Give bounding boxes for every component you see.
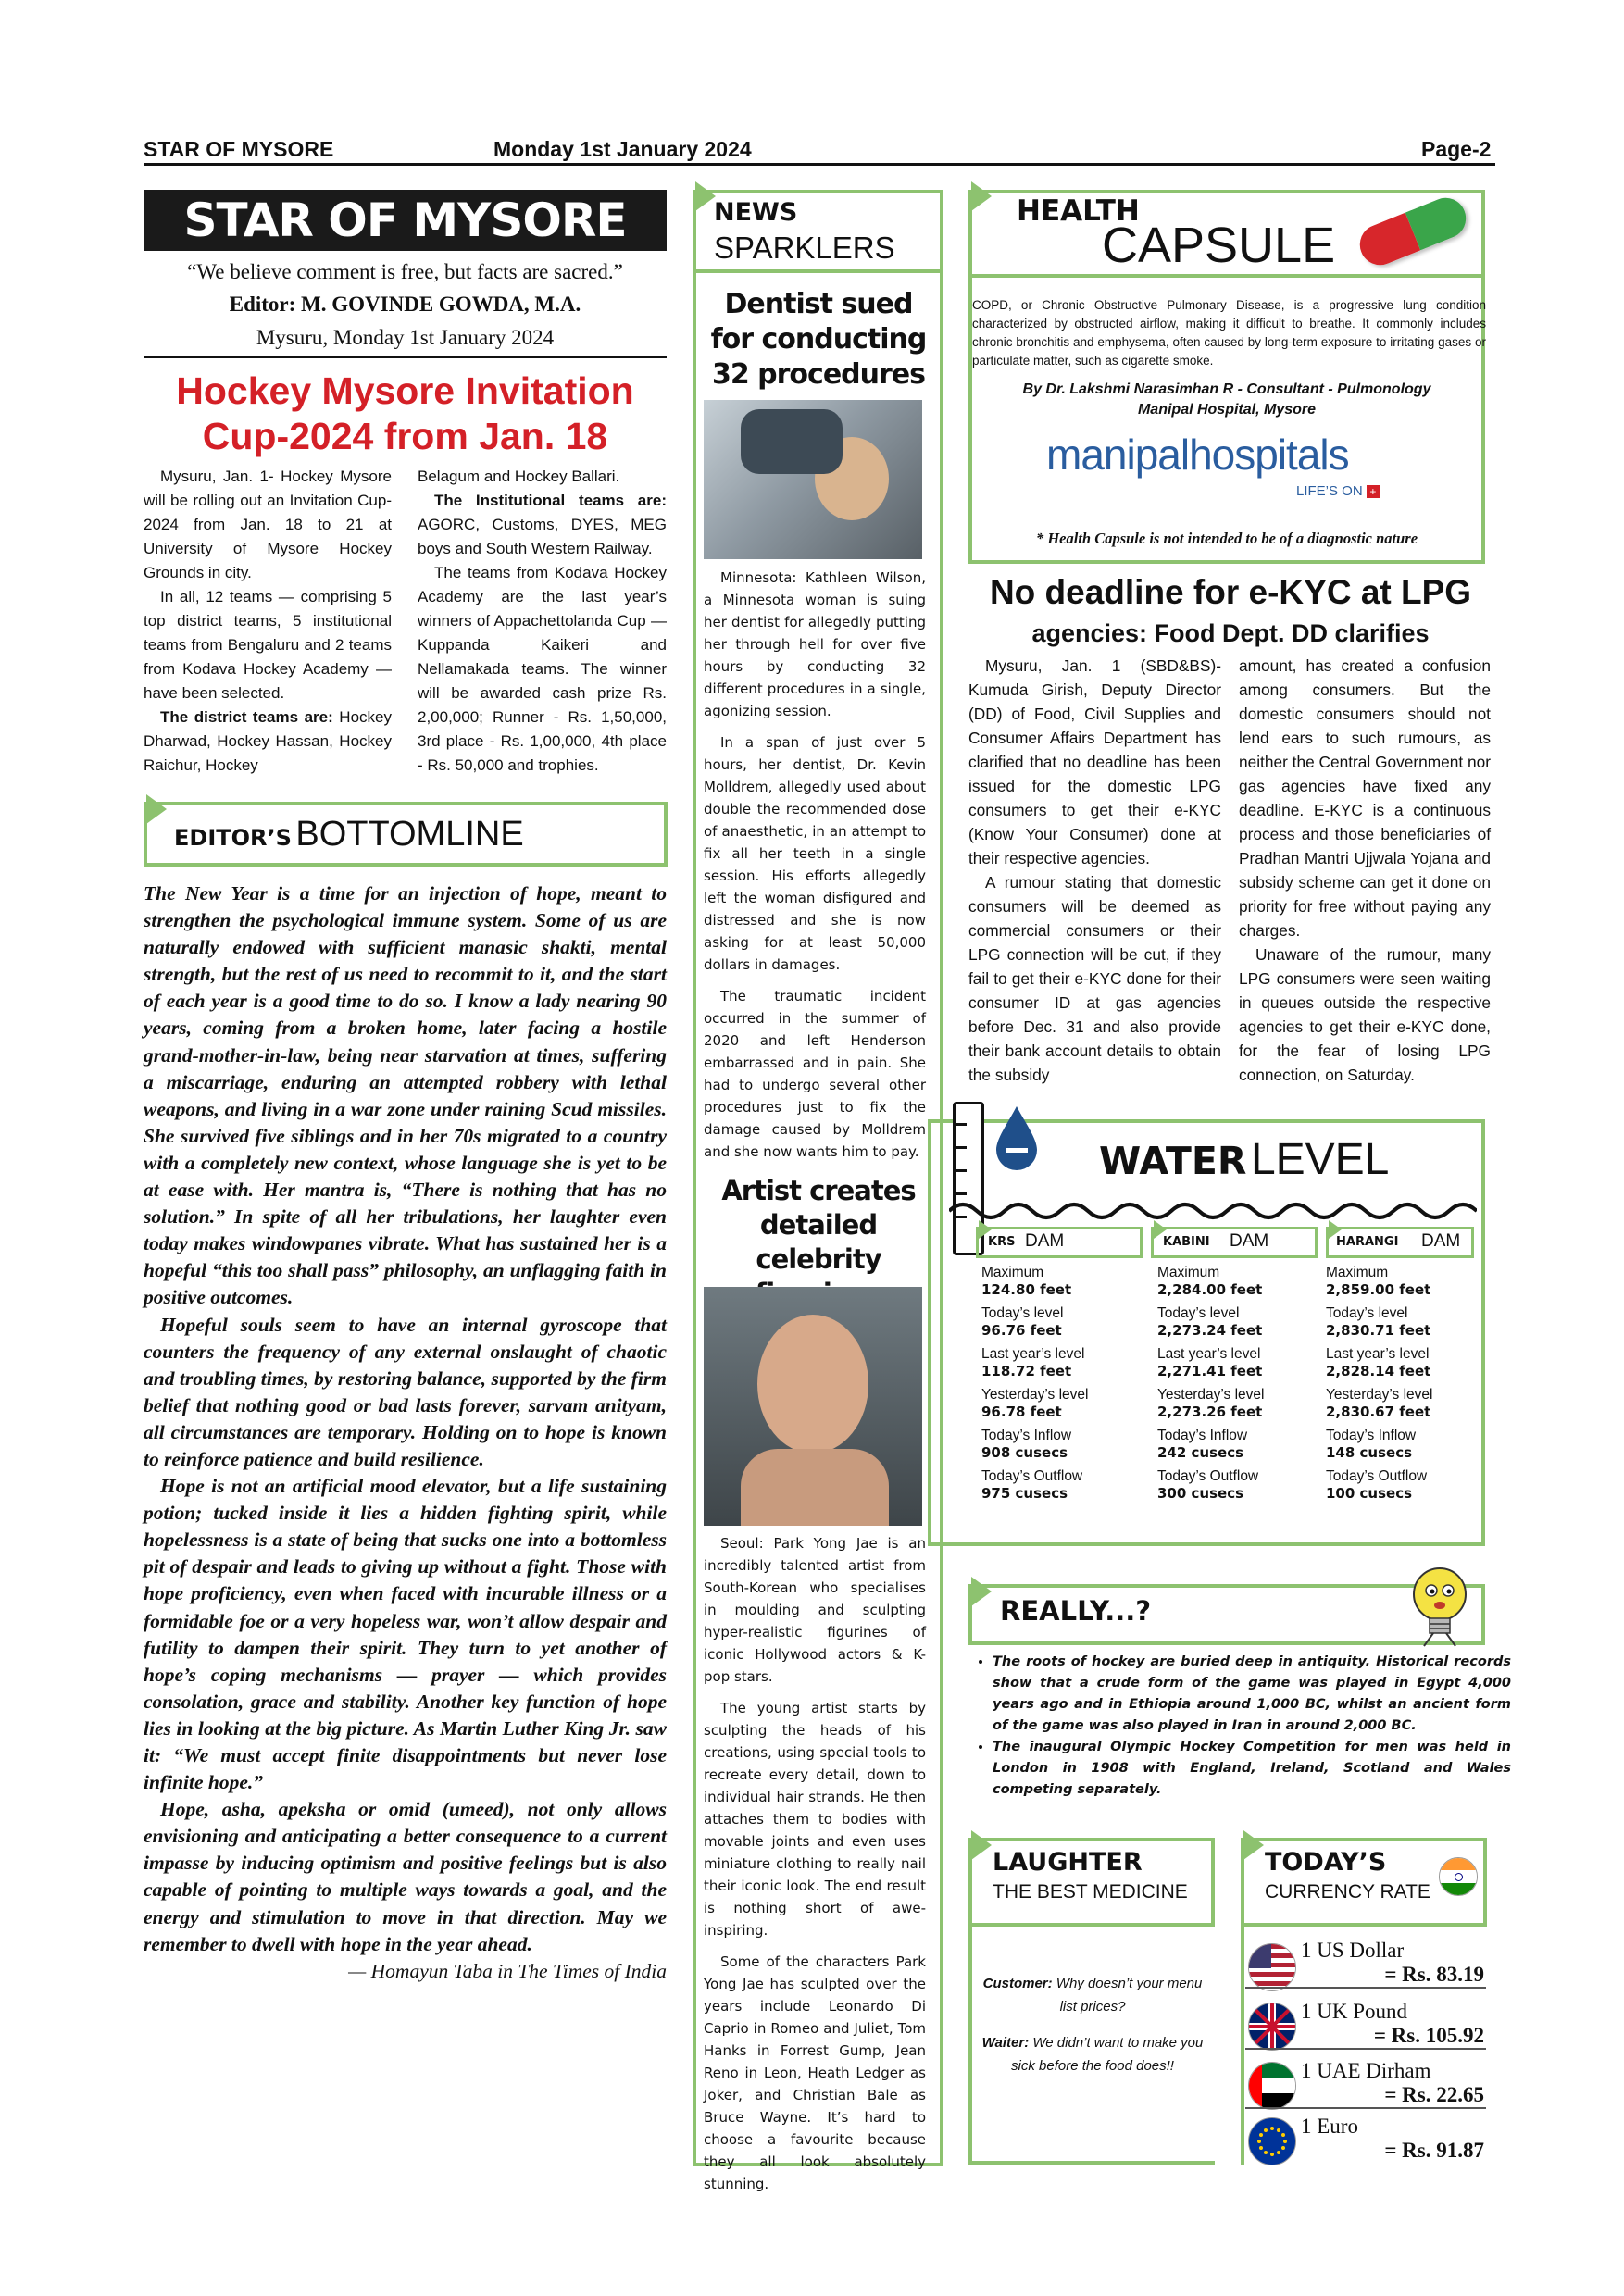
hockey-paragraph: [144, 705, 392, 778]
hockey-headline-line2: Cup-2024 from Jan. 18: [202, 415, 608, 457]
really-item: • The inaugural Olympic Hockey Competition for men was held in London in 1908 with England, Ireland, Scotland and Wales competing separately.: [993, 1737, 1511, 1801]
dam-name: KRS: [988, 1235, 1016, 1249]
editors-label-big: BOTTOMLINE: [295, 815, 524, 854]
masthead-dateline: Mysuru, Monday 1st January 2024: [256, 326, 555, 349]
joke-waiter-line: [981, 2031, 1204, 2078]
figurine-paragraph: Seoul: Park Yong Jae is an incredibly talented artist from South-Korean who specialises in moulding and sculpting hyper-realistic figurines of iconic Hollywood actors & K-pop stars.: [704, 1535, 926, 1685]
health-byline-line2: Manipal Hospital, Mysore: [1137, 402, 1317, 418]
stat-label: Today’s Outflow: [981, 1468, 1083, 1484]
stat-label: Maximum: [1326, 1265, 1389, 1280]
editorial-paragraph: Hope, asha, apeksha or omid (umeed), not only allows envisioning and anticipating a better consequence to a current impasse by inducing optimism and positive feelings but is also capable of pointing to multiple ways towards a goal, and the energy and stimulation to move in that direction. May we remember to dwell with hope in the year ahead.: [144, 1798, 667, 1955]
editors-bottomline-body: [144, 880, 667, 1985]
green-corner-marker: [1154, 1220, 1167, 1239]
figurine-paragraph: Some of the characters Park Yong Jae has sculpted over the years include Leonardo Di Caprio in Romeo and Juliet, Tom Hanks in Forrest Gump, Jean Reno in Leon, Heath Ledger as Joker, and Christian Bale as Bruce Wayne. It’s hard to choose a favourite because they all look absolutely stunning.: [704, 1953, 926, 2192]
stat-label: Today’s Inflow: [981, 1428, 1072, 1443]
editors-label-small: EDITOR’S: [174, 825, 292, 851]
figurine-story-body: [704, 1532, 926, 2195]
green-corner-marker: [1243, 1830, 1264, 1860]
harangi-dam-stats: [1326, 1265, 1497, 1502]
manipal-logo: manipalhospitals: [1046, 430, 1349, 479]
stat-label: Maximum: [1157, 1265, 1220, 1280]
stat-value: 242 cusecs: [1157, 1444, 1244, 1461]
currency-unit: 1 UAE Dirham: [1301, 2059, 1431, 2082]
krs-dam-label-box: [976, 1227, 1143, 1258]
stat-label: Today’s Inflow: [1157, 1428, 1248, 1443]
dam-word: DAM: [1025, 1231, 1065, 1251]
kabini-dam-stats: [1157, 1265, 1329, 1502]
header-rule: [144, 163, 1495, 166]
green-corner-marker: [971, 1577, 992, 1606]
health-text: COPD, or Chronic Obstructive Pulmonary Disease, is a progressive lung condition characterized by obstructed airflow, making it difficult to breathe. It commonly includes chronic bronchitis and emphysema, often caused by long-term exposure to irritating gases or particulate matter, such as cigarette smoke.: [972, 298, 1486, 368]
stat-label: Last year’s level: [1157, 1346, 1261, 1362]
stat-label: Today’s Inflow: [1326, 1428, 1417, 1443]
hockey-paragraph: The teams from Kodava Hockey Academy are the last year’s winners of Appachettolanda Cup — Kuppanda Kaikeri and Nellamakada teams. The winner will be awarded cash prize Rs. 2,00,000; Runner - Rs. 1,50,000, 3rd place - Rs. 1,00,000, 4th place - Rs. 50,000 and trophies.: [418, 564, 667, 774]
stat-label: Today’s level: [1157, 1305, 1240, 1321]
hockey-col-1: [144, 465, 392, 778]
green-corner-marker: [971, 181, 992, 211]
health-disclaimer: * Health Capsule is not intended to be of a diagnostic nature: [1035, 530, 1418, 547]
harangi-dam-label-box: [1326, 1227, 1474, 1258]
dam-name: KABINI: [1163, 1235, 1210, 1249]
ekyc-subheadline: agencies: Food Dept. DD clarifies: [1031, 619, 1430, 647]
joke-customer-line: [981, 1972, 1204, 2018]
page-number: Page-2: [1421, 137, 1492, 161]
green-corner-marker: [1329, 1220, 1342, 1239]
currency-unit: 1 UK Pound: [1301, 2000, 1408, 2023]
stat-label: Last year’s level: [1326, 1346, 1430, 1362]
hockey-headline: [144, 368, 667, 459]
health-byline: [968, 380, 1485, 420]
kabini-dam-label-box: [1151, 1227, 1318, 1258]
water-label-bold: WATER: [1099, 1139, 1247, 1183]
stat-value: 118.72 feet: [981, 1363, 1072, 1379]
stat-value: 2,828.14 feet: [1326, 1363, 1431, 1379]
figurine-paragraph: The young artist starts by sculpting the heads of his creations, using special tools to recreate every detail, down to individual hair strands. He then attaches them to bodies with movable joints and even uses miniature clothing to really nail their iconic look. The end result is nothing short of awe-inspiring.: [704, 1700, 926, 1939]
joke-customer-text: Why doesn’t your menu list prices?: [1052, 1976, 1203, 2015]
water-level-label: [1099, 1134, 1389, 1185]
dentist-paragraph: In a span of just over 5 hours, her dentist, Dr. Kevin Molldrem, allegedly used about double the recommended dose of anaesthetic, in an attempt to fix all her teeth in a single session. His efforts allegedly left the woman disfigured and distressed and she is now asking for at least 50,000 dollars in damages.: [704, 734, 926, 973]
ekyc-paragraph: Mysuru, Jan. 1 (SBD&BS)- Kumuda Girish, Deputy Director (DD) of Food, Civil Supplies and Consumer Affairs Department has clarified that no deadline has been issued for the domestic LPG consumers to get their e-KYC (Know Your Consumer) done at their respective agencies.: [968, 656, 1221, 867]
stat-label: Yesterday’s level: [1326, 1387, 1433, 1403]
stat-value: 2,273.26 feet: [1157, 1404, 1263, 1420]
stat-value: 2,830.71 feet: [1326, 1322, 1431, 1339]
hockey-institutional-text: AGORC, Customs, DYES, MEG boys and South Western Railway.: [418, 516, 667, 557]
currency-row-gbp: [1245, 2000, 1486, 2050]
page-date: Monday 1st January 2024: [493, 137, 752, 161]
hockey-headline-line1: Hockey Mysore Invitation: [176, 369, 634, 412]
stat-value: 2,284.00 feet: [1157, 1281, 1263, 1298]
stat-value: 2,273.24 feet: [1157, 1322, 1263, 1339]
stat-label: Today’s Outflow: [1157, 1468, 1259, 1484]
editors-bottomline-label: [174, 815, 524, 855]
editorial-paragraph: Hope is not an artificial mood elevator, but a life sustaining potion; tucked inside it lies a hidden fighting spirit, while hopelessness is a state of being that sucks one into a bottomless pit of despair and leads to giving up without a fight. Those with hope proficiency, even when faced with incurable illness or a formidable foe or a very hopeless war, won’t allow despair and futility to dampen their spirit. They turn to yet another of hope’s coping mechanisms — prayer — which provides consolation, grace and stability. Another key function of hope lies in looking at the big picture. As Martin Luther King Jr. saw it: “We must accept finite disappointments but never lose infinite hope.”: [144, 1475, 667, 1794]
currency-row-aed: [1245, 2059, 1486, 2109]
stat-label: Today’s level: [1326, 1305, 1408, 1321]
stat-value: 300 cusecs: [1157, 1485, 1244, 1502]
currency-side-bar: [1241, 1924, 1244, 2165]
green-corner-marker: [695, 181, 716, 211]
hockey-institutional-label: The Institutional teams are:: [434, 492, 667, 509]
laughter-joke: [981, 1972, 1204, 2078]
laughter-label-bottom: THE BEST MEDICINE: [993, 1881, 1188, 1903]
hockey-paragraph: Mysuru, Jan. 1- Hockey Mysore will be rolling out an Invitation Cup-2024 from Jan. 18 to 21 at University of Mysore Hockey Grounds in city.: [144, 468, 392, 581]
currency-value: = Rs. 105.92: [1245, 2024, 1486, 2050]
joke-waiter-text: We didn’t want to make you sick before the food does!!: [1011, 2035, 1204, 2074]
water-drop-icon: [991, 1104, 1043, 1174]
masthead-editor: Editor: M. GOVINDE GOWDA, M.A.: [229, 293, 581, 316]
hockey-district-text: Hockey Dharwad, Hockey Hassan, Hockey Raichur, Hockey: [144, 708, 392, 774]
green-corner-marker: [971, 1830, 992, 1860]
currency-unit: 1 US Dollar: [1301, 1939, 1405, 1962]
stat-label: Yesterday’s level: [1157, 1387, 1265, 1403]
hockey-district-label: The district teams are:: [160, 708, 333, 726]
green-corner-marker: [146, 794, 167, 824]
masthead-title: STAR OF MYSORE: [144, 190, 667, 251]
green-corner-marker: [979, 1220, 992, 1239]
laughter-bottom-bar: [968, 2161, 1215, 2165]
stat-value: 2,271.41 feet: [1157, 1363, 1263, 1379]
dentist-photo: [704, 400, 922, 559]
ekyc-paragraph: A rumour stating that domestic consumers will be deemed as commercial consumers or their LPG connection will be cut, if they fail to get their e-KYC done for their consumer ID at gas agencies before Dec. 31 and also provide their bank account details to obtain the subsidy: [968, 873, 1221, 1084]
editorial-paragraph: Hopeful souls seem to have an internal gyroscope that counters the frequency of any external onslaught of chaotic and troubling times, by restoring balance, supported by the firm belief that nothing good or bad lasts forever, sarvam anityam, all circumstances are temporary. Holding on to hope is known to reinforce patience and build resilience.: [144, 1313, 667, 1470]
stat-value: 100 cusecs: [1326, 1485, 1413, 1502]
water-wave-icon: [949, 1194, 1477, 1222]
dam-word: DAM: [1230, 1231, 1269, 1251]
ekyc-col-2: [1239, 654, 1491, 1087]
masthead-rule: [144, 356, 667, 358]
currency-value: = Rs. 83.19: [1245, 1963, 1486, 1989]
figurine-headline: Artist creates detailed celebrity: [721, 1175, 916, 1275]
currency-label-top: TODAY’S: [1265, 1848, 1387, 1877]
ekyc-paragraph: amount, has created a confusion among consumers. But the domestic consumers should not lend ears to such rumours, as neither the Central Government nor gas agencies have fixed any deadline. E-KYC is a continuous process and those beneficiaries of Pradhan Mantri Ujjwala Yojana and subsidy scheme can get it done on priority for free without paying any charges.: [1239, 656, 1491, 940]
stat-value: 124.80 feet: [981, 1281, 1072, 1298]
joke-customer-label: Customer:: [982, 1976, 1053, 1991]
currency-row-usd: [1245, 1939, 1486, 1989]
currency-row-eur: [1245, 2115, 1486, 2163]
paper-name: STAR OF MYSORE: [144, 137, 334, 161]
ekyc-col-1: [968, 654, 1221, 1087]
stat-value: 975 cusecs: [981, 1485, 1068, 1502]
hockey-col-2: [418, 465, 667, 778]
health-byline-line1: By Dr. Lakshmi Narasimhan R - Consultant - Pulmonology: [1022, 381, 1431, 397]
laughter-label-top: LAUGHTER: [993, 1848, 1143, 1877]
ekyc-headline: No deadline for e-KYC at LPG: [989, 573, 1472, 611]
stat-value: 908 cusecs: [981, 1444, 1068, 1461]
really-label: REALLY...?: [1000, 1595, 1152, 1627]
really-list: [968, 1652, 1511, 1801]
news-sparklers-label-bottom: SPARKLERS: [714, 231, 895, 265]
editorial-paragraph: The New Year is a time for an injection of hope, meant to strengthen the psychological immune system. Some of us are naturally endowed with sufficient manasic shakti, mental strength, but the rest of us need to recommit to it, and the start of each year is a good time to do so. I know a lady nearing 90 years, coming from a broken home, later facing a hostile grand-mother-in-law, being near starvation at times, suffering a miscarriage, enduring an attempted robbery with lethal weapons, and living in a war zone under raining Scud missiles. She survived five siblings and in her 70s migrated to a country with a completely new context, whose language she is yet to be at ease with. Her mantra is, “There is nothing that has no solution.” In spite of all her tribulations, her laughter even today makes windowpanes vibrate. What has sustained her is a hopeful “this too shall pass” philosophy, an unflagging faith in positive outcomes.: [144, 882, 667, 1309]
stat-value: 96.78 feet: [981, 1404, 1062, 1420]
manipal-tagline: [1296, 483, 1380, 499]
news-sparklers-label-top: NEWS: [714, 198, 798, 227]
masthead-motto: “We believe comment is free, but facts are sacred.”: [187, 260, 623, 283]
plus-icon: +: [1367, 485, 1380, 498]
stat-label: Today’s level: [981, 1305, 1064, 1321]
health-label-top: HEALTH: [1017, 194, 1140, 228]
manipal-tagline-text: LIFE’S ON: [1296, 483, 1363, 499]
dentist-headline: Dentist sued for conducting 32 procedures: [710, 288, 927, 391]
stat-label: Last year’s level: [981, 1346, 1085, 1362]
india-flag-icon: [1439, 1857, 1478, 1896]
dentist-paragraph: The traumatic incident occurred in the summer of 2020 and left Henderson embarrassed and in pain. She had to undergo several other procedures just to fix the damage caused by Molldrem and she now wants him to pay.: [704, 988, 926, 1160]
dentist-paragraph: Minnesota: Kathleen Wilson, a Minnesota woman is suing her dentist for allegedly putting her through hell for over five hours by conducting 32 different procedures in a single, agonizing session.: [704, 569, 926, 719]
stat-label: Today’s Outflow: [1326, 1468, 1428, 1484]
stat-value: 96.76 feet: [981, 1322, 1062, 1339]
stat-label: Yesterday’s level: [981, 1387, 1089, 1403]
currency-label-bottom: CURRENCY RATE: [1265, 1881, 1430, 1903]
dam-word: DAM: [1421, 1231, 1461, 1251]
hockey-paragraph: [418, 489, 667, 561]
water-label-thin: LEVEL: [1250, 1135, 1390, 1184]
hockey-paragraph: Belagum and Hockey Ballari.: [418, 468, 620, 485]
dentist-story-body: [704, 567, 926, 1163]
stat-value: 2,830.67 feet: [1326, 1404, 1431, 1420]
stat-label: Maximum: [981, 1265, 1044, 1280]
lightbulb-icon: [1407, 1563, 1472, 1652]
figurine-photo: [704, 1287, 922, 1526]
dam-name: HARANGI: [1336, 1235, 1399, 1249]
stat-value: 2,859.00 feet: [1326, 1281, 1431, 1298]
laughter-side-bar: [968, 1924, 972, 2165]
health-label-bottom: CAPSULE: [1102, 218, 1336, 273]
krs-dam-stats: [981, 1265, 1153, 1502]
hockey-paragraph: In all, 12 teams — comprising 5 top district teams, 5 institutional teams from Bengaluru and 2 teams from Kodava Hockey Academy — have been selected.: [144, 588, 392, 702]
currency-value: = Rs. 22.65: [1245, 2083, 1486, 2109]
ekyc-paragraph: Unaware of the rumour, many LPG consumers were seen waiting in queues outside the respective agencies to get their e-KYC done, for the fear of losing LPG connection, on Saturday.: [1239, 945, 1491, 1084]
really-item: • The roots of hockey are buried deep in antiquity. Historical records show that a crude form of the game was played in Egypt 4,000 years ago and in Ethiopia around 1,000 BC, whilst an ancient form of the game was also played in Iran in around 2,000 BC.: [993, 1652, 1511, 1737]
currency-unit: 1 Euro: [1301, 2115, 1358, 2138]
currency-value: = Rs. 91.87: [1384, 2139, 1484, 2162]
editorial-credit: — Homayun Taba in The Times of India: [348, 1959, 667, 1982]
stat-value: 148 cusecs: [1326, 1444, 1413, 1461]
joke-waiter-label: Waiter:: [981, 2035, 1030, 2051]
